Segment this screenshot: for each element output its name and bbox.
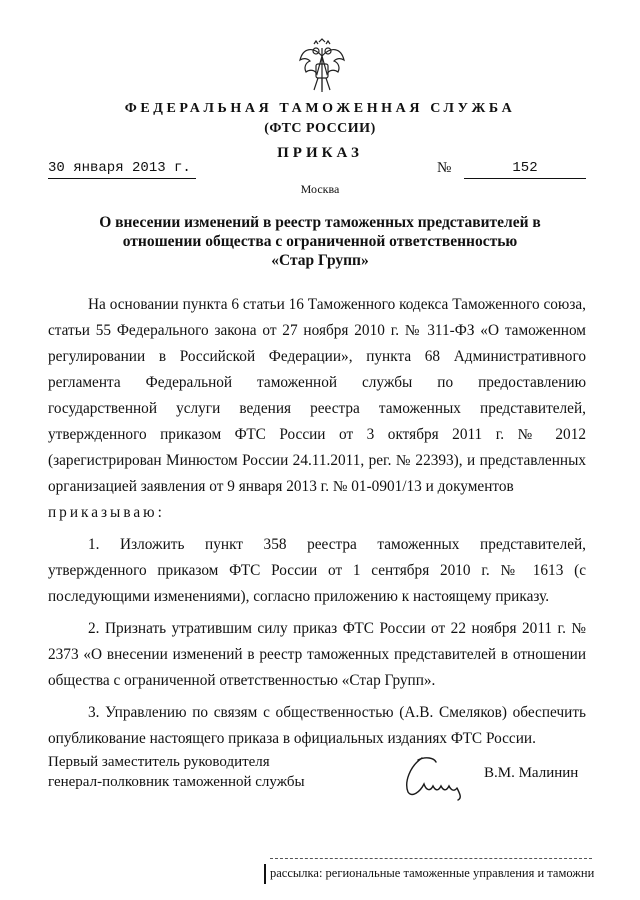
title-line: «Стар Групп» xyxy=(271,252,369,269)
order-item-1: 1. Изложить пункт 358 реестра таможенных представителей, утвержденного приказом ФТС России от 1 сентября 2010 г. № 1613 (с последующими изменениями), согласно приложению к настоящему приказу. xyxy=(48,536,586,605)
order-body xyxy=(48,292,586,752)
order-word: приказываю: xyxy=(48,504,165,521)
distribution-bar xyxy=(264,864,266,884)
agency-name: ФЕДЕРАЛЬНАЯ ТАМОЖЕННАЯ СЛУЖБА xyxy=(124,101,516,116)
document-type: ПРИКАЗ xyxy=(277,145,363,161)
position-line: генерал-полковник таможенной службы xyxy=(48,774,305,790)
handwritten-signature xyxy=(400,752,470,802)
number-sign: № xyxy=(437,160,452,176)
distribution-list: рассылка: региональные таможенные управления и таможни xyxy=(270,866,595,880)
order-word-paragraph xyxy=(48,500,586,526)
order-item-2: 2. Признать утратившим силу приказ ФТС России от 22 ноября 2011 г. № 2373 «О внесении изменений в реестр таможенных представителей в отношении общества с ограниченной ответственностью «Стар Групп». xyxy=(48,620,586,689)
order-item-3: 3. Управлению по связям с общественностью (А.В. Смеляков) обеспечить опубликование настоящего приказа в официальных изданиях ФТС России. xyxy=(48,704,586,747)
signatory-position xyxy=(48,752,305,792)
distribution-rule xyxy=(270,858,592,859)
title-line: О внесении изменений в реестр таможенных представителей в xyxy=(99,214,541,231)
coat-of-arms-emblem xyxy=(297,38,347,96)
order-date: 30 января 2013 г. xyxy=(48,158,196,179)
agency-short-name: (ФТС РОССИИ) xyxy=(264,121,376,136)
signatory-name: В.М. Малинин xyxy=(484,765,579,781)
basis-paragraph xyxy=(48,292,586,500)
basis-text: На основании пункта 6 статьи 16 Таможенного кодекса Таможенного союза, статьи 55 Федерального закона от 27 ноября 2010 г. № 311-ФЗ «О таможенном регулировании в Российской Федерации», пункта 68 Административного регламента Федеральной таможенной службы по предоставлению государственной услуги ведения реестра таможенных представителей, утвержденного приказом ФТС России от 3 октября 2011 г. № 2012 (зарегистрирован Минюстом России 24.11.2011, рег. № 22393), и представленных организацией заявления от 9 января 2013 г. № 01-0901/13 и документов xyxy=(48,296,586,495)
position-line: Первый заместитель руководителя xyxy=(48,754,270,770)
city: Москва xyxy=(300,182,340,196)
title-line: отношении общества с ограниченной ответственностью xyxy=(122,233,518,250)
order-number: 152 xyxy=(464,158,586,179)
order-title xyxy=(90,213,550,270)
